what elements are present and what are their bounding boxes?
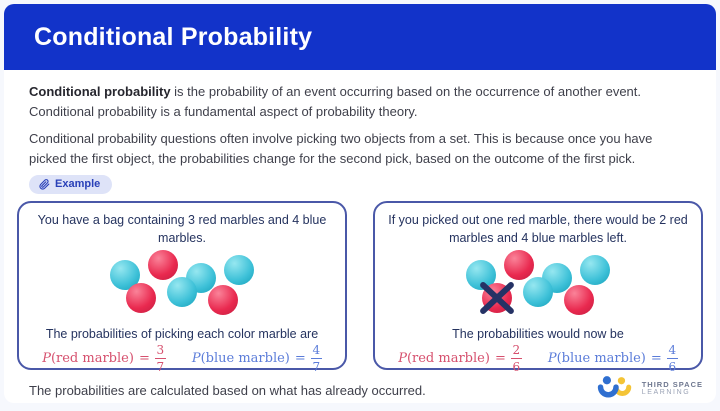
red-marble-crossed-out	[482, 283, 512, 313]
page-header	[4, 4, 716, 70]
marble-row	[19, 281, 345, 311]
logo-line-2: LEARNING	[641, 389, 691, 397]
formula-label: P(blue marble)	[547, 350, 646, 366]
logo-line-1: THIRD SPACE	[641, 379, 703, 389]
box-caption: The probabilities would now be	[452, 326, 624, 341]
marble-row	[19, 250, 345, 280]
box-caption: The probabilities of picking each color marble are	[45, 326, 319, 341]
footer	[29, 375, 703, 401]
logo-wordmark	[642, 377, 703, 398]
worksheet-card	[4, 4, 716, 403]
formula-p-blue-marble	[192, 344, 322, 373]
formula-p-red-marble	[42, 344, 166, 373]
equals-sign: =	[138, 350, 150, 366]
red-marble	[126, 283, 156, 313]
fraction: $\frac{4}{7}$	[312, 342, 321, 374]
blue-marble	[167, 277, 197, 307]
example-badge-label: Example	[55, 178, 101, 190]
fraction: $\frac{2}{6}$	[512, 342, 521, 374]
logo-figures-icon	[596, 375, 636, 401]
red-marble	[208, 285, 238, 315]
equals-sign: =	[650, 350, 662, 366]
blue-marble	[523, 277, 553, 307]
formula-label: P(red marble)	[42, 350, 134, 366]
example-box-after-pick	[373, 201, 703, 374]
paperclip-icon	[39, 179, 50, 190]
fraction-bar	[511, 358, 522, 359]
fraction-bar	[155, 358, 166, 359]
example-boxes	[17, 201, 703, 374]
equals-sign: =	[494, 350, 506, 366]
probability-formulas	[375, 344, 701, 373]
red-marble	[564, 285, 594, 315]
marble-diagram-before	[19, 250, 345, 326]
third-space-learning-logo	[596, 375, 703, 401]
box-description: You have a bag containing 3 red marbles and 4 blue marbles.	[37, 212, 327, 245]
example-box-before-pick	[17, 201, 347, 374]
fraction: $\frac{3}{7}$	[156, 342, 165, 374]
example-badge	[29, 175, 112, 194]
fraction: $\frac{4}{6}$	[668, 342, 677, 374]
formula-p-blue-marble	[548, 344, 678, 373]
box-description: If you picked out one red marble, there would be 2 red marbles and 4 blue marbles left.	[388, 212, 688, 245]
page-title: Conditional Probability	[34, 22, 313, 51]
formula-p-red-marble	[398, 344, 522, 373]
blue-marble	[224, 255, 254, 285]
intro-paragraph-1-text: is the probability of an event occurring based on the occurrence of another event. Conditional probability is a fundamental aspect of probability theory.	[29, 84, 642, 119]
formula-label: P(red marble)	[398, 350, 490, 366]
marble-diagram-after	[375, 250, 701, 326]
marble-row	[375, 250, 701, 280]
footer-note: The probabilities are calculated based on what has already occurred.	[29, 382, 426, 398]
intro-bold-term: Conditional probability	[29, 84, 171, 99]
formula-label: P(blue marble)	[191, 350, 290, 366]
fraction-bar	[667, 358, 678, 359]
equals-sign: =	[294, 350, 306, 366]
marble-row	[375, 281, 701, 311]
intro-paragraph-1	[29, 82, 691, 121]
red-marble	[504, 250, 534, 280]
fraction-bar	[311, 358, 322, 359]
probability-formulas	[19, 344, 345, 373]
blue-marble	[580, 255, 610, 285]
red-marble	[148, 250, 178, 280]
intro-paragraph-2: Conditional probability questions often involve picking two objects from a set. This is because once you have picked the first object, the probabilities change for the second pick, based on the outcome of the first pick.	[29, 131, 653, 166]
